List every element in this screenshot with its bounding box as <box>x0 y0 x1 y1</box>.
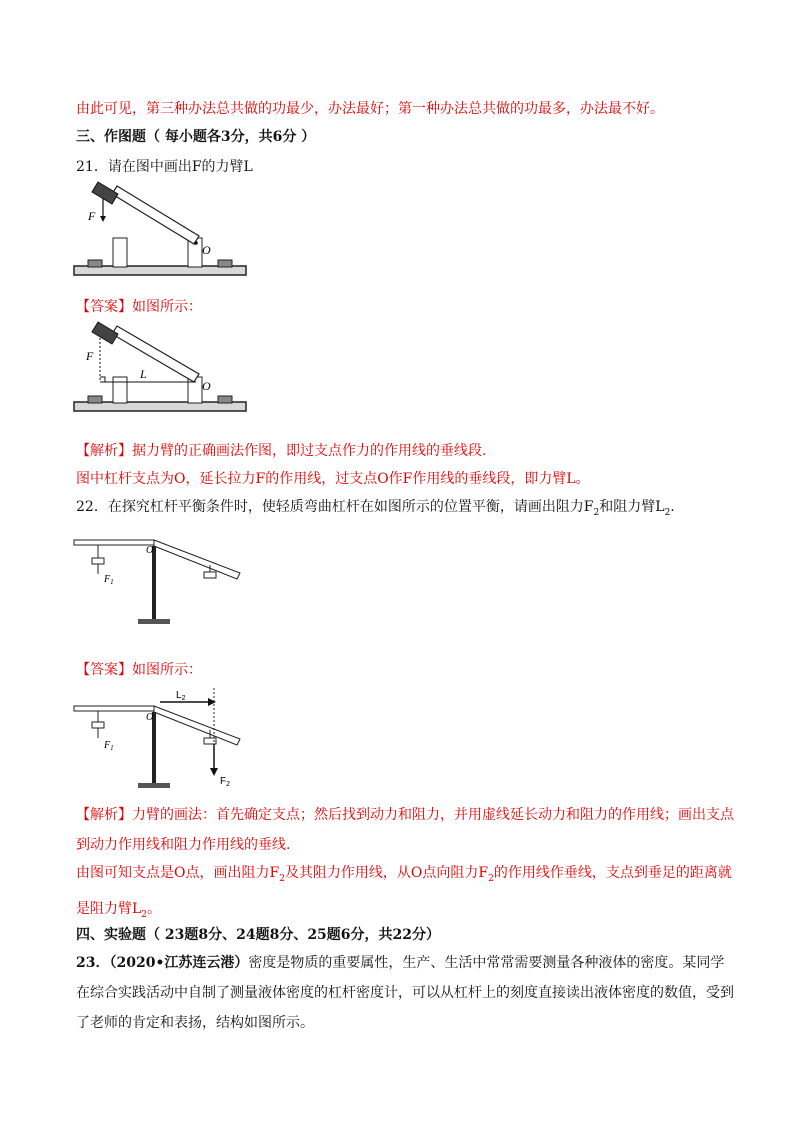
label-F: F <box>88 209 96 223</box>
q22-question: 22．在探究杠杆平衡条件时，使轻质弯曲杠杆在如图所示的位置平衡，请画出阻力$F_2$和阻力臂$L_2$. <box>76 499 675 518</box>
label-O: O <box>202 379 211 393</box>
stand-base <box>138 783 170 788</box>
force-F2-arrowhead <box>210 768 218 776</box>
q22-answer: 【答案】如图所示： <box>76 662 202 678</box>
q21-answer-figure <box>70 320 260 420</box>
q21-figure <box>70 180 260 280</box>
lever-right-arm <box>154 540 240 579</box>
label-F1: $F_1$ <box>104 740 114 752</box>
weight-left <box>92 558 104 564</box>
section4-title: 四、实验题（ 23题8分、24题8分、25题6分，共22分） <box>76 927 441 943</box>
base-foot-left <box>88 396 102 403</box>
label-F1: $F_1$ <box>104 574 114 586</box>
base-foot-right <box>218 260 232 267</box>
support-block <box>113 377 127 403</box>
lever-left-arm <box>74 706 154 711</box>
force-arrowhead <box>100 216 106 222</box>
weight-left <box>92 722 104 728</box>
lever-handle <box>92 322 118 344</box>
base-foot-left <box>88 260 102 267</box>
q23-text: 23．（2020•江苏连云港）密度是物质的重要属性，生产、生活中常常需要测量各种液体的密度。某同学在综合实践活动中自制了测量液体密度的杠杆密度计，可以从杠杆上的刻度直接读出液体密度的数值，受到了老师的肯定和表扬，结构如图所示。 <box>76 955 734 1031</box>
lever-left-arm <box>74 540 154 545</box>
lever-handle <box>92 182 118 204</box>
label-L2: $L_2$ <box>176 690 186 702</box>
support-block <box>113 238 127 267</box>
label-O: O <box>202 243 211 257</box>
label-F2: $F_2$ <box>220 776 231 788</box>
section3-title: 三、作图题（ 每小题各3分，共6分 ） <box>76 129 316 145</box>
conclusion-text: 由此可见，第三种办法总共做的功最少，办法最好；第一种办法总共做的功最多，办法最不好。 <box>76 101 664 117</box>
q21-analysis-1: 【解析】据力臂的正确画法作图，即过支点作力的作用线的垂线段. <box>76 443 487 459</box>
q22-figure <box>70 530 250 630</box>
pivot-point <box>194 241 198 245</box>
label-O: O <box>146 712 154 723</box>
lever-rod <box>112 186 199 244</box>
q22-analysis-2: 由图可知支点是O点，画出阻力$F_2$及其阻力作用线，从O点向阻力$F_2$的作用线作垂线，支点到垂足的距离就是阻力臂$L_2$。 <box>76 865 732 920</box>
q21-analysis-2: 图中杠杆支点为O，延长拉力F的作用线，过支点O作F作用线的垂线段，即力臂L。 <box>76 471 590 487</box>
lever-right-arm <box>154 706 240 745</box>
weight-right <box>204 572 216 578</box>
q22-analysis-1: 【解析】力臂的画法：首先确定支点；然后找到动力和阻力，并用虚线延长动力和阻力的作用线；画出支点到动力作用线和阻力作用线的垂线. <box>76 807 734 853</box>
label-L: L <box>140 367 147 381</box>
q21-answer: 【答案】如图所示： <box>76 299 202 315</box>
q21-question: 21．请在图中画出F的力臂L <box>76 159 253 175</box>
arm-L2-arrowhead <box>208 698 216 706</box>
lever-rod <box>112 326 199 382</box>
base-foot-right <box>218 396 232 403</box>
q22-answer-figure <box>70 686 250 790</box>
label-F: F <box>86 349 94 363</box>
stand-base <box>138 619 170 624</box>
label-O: O <box>146 545 154 556</box>
right-angle-mark <box>100 377 105 382</box>
